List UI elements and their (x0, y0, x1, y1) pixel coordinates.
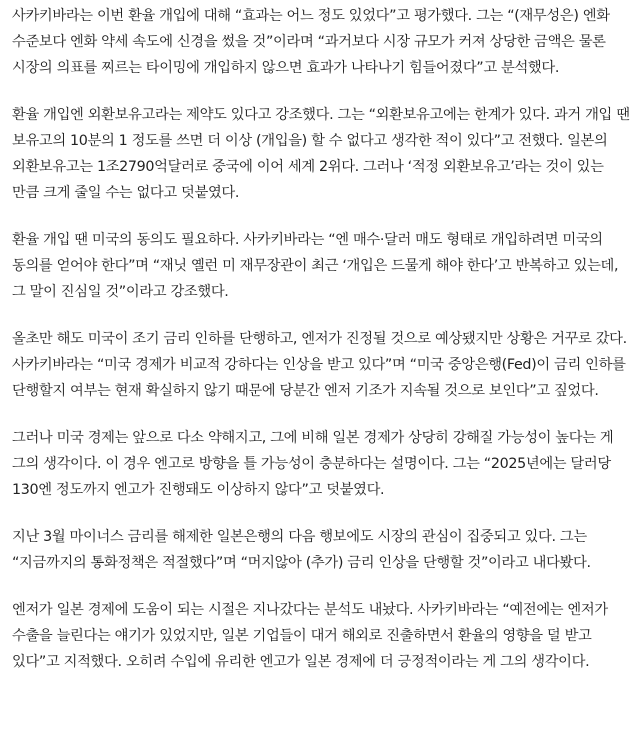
article-paragraph-4: 올초만 해도 미국이 조기 금리 인하를 단행하고, 엔저가 진정될 것으로 예상됐지만 상황은 거꾸로 갔다. 사카키바라는 “미국 경제가 비교적 강하다는 인상을 받고 있다”며 “미국 중앙은행(Fed)이 금리 인하를 단행할지 여부는 현재 확실하지 않기 때문에 당분간 엔저 기조가 지속될 것으로 보인다”고 짚었다. (12, 331, 627, 399)
article-paragraph-5: 그러나 미국 경제는 앞으로 다소 약해지고, 그에 비해 일본 경제가 상당히 강해질 가능성이 높다는 게 그의 생각이다. 이 경우 엔고로 방향을 틀 가능성이 충분하다는 설명이다. 그는 “2025년에는 달러당 130엔 정도까지 엔고가 진행돼도 이상하지 않다”고 덧붙였다. (12, 430, 614, 498)
article-paragraph-6: 지난 3월 마이너스 금리를 해제한 일본은행의 다음 행보에도 시장의 관심이 집중되고 있다. 그는 “지금까지의 통화정책은 적절했다”며 “머지않아 (추가) 금리 인상을 단행할 것”이라고 내다봤다. (12, 529, 591, 571)
article-body (0, 3, 640, 675)
article-paragraph-2: 환율 개입엔 외환보유고라는 제약도 있다고 강조했다. 그는 “외환보유고에는 한계가 있다. 과거 개입 땐 보유고의 10분의 1 정도를 쓰면 더 이상 (개입을) 할 수 없다고 생각한 적이 있다”고 전했다. 일본의 외환보유고는 1조2790억달러로 중국에 이어 세계 2위다. 그러나 ‘적정 외환보유고’라는 것이 있는 만큼 크게 줄일 수는 없다고 덧붙였다. (12, 107, 630, 201)
article-paragraph-7: 엔저가 일본 경제에 도움이 되는 시절은 지나갔다는 분석도 내놨다. 사카키바라는 “예전에는 엔저가 수출을 늘린다는 얘기가 있었지만, 일본 기업들이 대거 해외로 진출하면서 환율의 영향을 덜 받고 있다”고 지적했다. 오히려 수입에 유리한 엔고가 일본 경제에 더 긍정적이라는 게 그의 생각이다. (12, 602, 608, 670)
article-paragraph-1: 사카키바라는 이번 환율 개입에 대해 “효과는 어느 정도 있었다”고 평가했다. 그는 “(재무성은) 엔화 수준보다 엔화 약세 속도에 신경을 썼을 것”이라며 “과거보다 시장 규모가 커져 상당한 금액은 물론 시장의 의표를 찌르는 타이밍에 개입하지 않으면 효과가 나타나기 힘들어졌다”고 분석했다. (12, 8, 610, 76)
article-paragraph-3: 환율 개입 땐 미국의 동의도 필요하다. 사카키바라는 “엔 매수·달러 매도 형태로 개입하려면 미국의 동의를 얻어야 한다”며 “재닛 옐런 미 재무장관이 최근 ‘개입은 드물게 해야 한다’고 반복하고 있는데, 그 말이 진심일 것”이라고 강조했다. (12, 232, 619, 300)
